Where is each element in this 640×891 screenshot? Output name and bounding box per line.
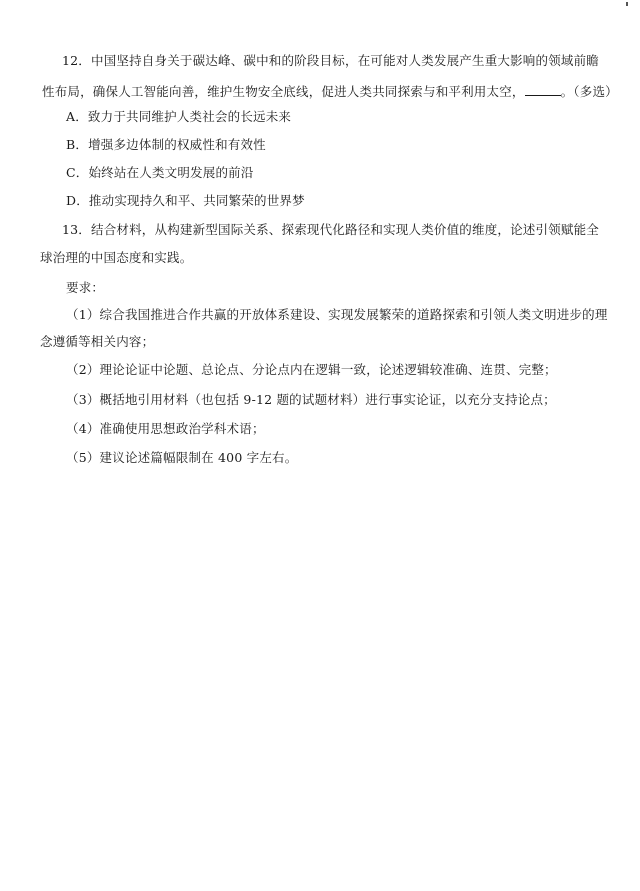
q13-requirement-1-line1: （1）综合我国推进合作共赢的开放体系建设、实现发展繁荣的道路探索和引领人类文明进步的理 bbox=[66, 307, 608, 322]
q12-option-a: A．致力于共同维护人类社会的长远未来 bbox=[66, 109, 292, 124]
q13-requirement-5: （5）建议论述篇幅限制在 400 字左右。 bbox=[66, 450, 298, 465]
q13-requirement-2: （2）理论论证中论题、总论点、分论点内在逻辑一致，论述逻辑较准确、连贯、完整； bbox=[66, 362, 557, 377]
q12-multi-select-note: 。（多选） bbox=[560, 84, 618, 99]
q13-stem-line1: 13．结合材料，从构建新型国际关系、探索现代化路径和实现人类价值的维度，论述引领赋能全 bbox=[62, 222, 600, 237]
q13-requirements-title: 要求： bbox=[66, 280, 105, 295]
q12-stem-line1: 12．中国坚持自身关于碳达峰、碳中和的阶段目标，在可能对人类发展产生重大影响的领域前瞻 bbox=[62, 53, 600, 68]
q13-stem-line2: 球治理的中国态度和实践。 bbox=[40, 250, 193, 265]
q12-option-d: D．推动实现持久和平、共同繁荣的世界梦 bbox=[66, 193, 305, 208]
q12-stem-line2-text: 性布局，确保人工智能向善，维护生物安全底线，促进人类共同探索与和平利用太空， bbox=[42, 84, 525, 99]
q12-stem-line2 bbox=[42, 83, 618, 100]
q12-option-c: C．始终站在人类文明发展的前沿 bbox=[66, 165, 254, 180]
q12-option-b: B．增强多边体制的权威性和有效性 bbox=[66, 137, 266, 152]
answer-blank bbox=[525, 83, 561, 96]
scan-mark bbox=[626, 2, 628, 6]
q13-requirement-1-line2: 念遵循等相关内容； bbox=[40, 334, 155, 349]
q13-requirement-3: （3）概括地引用材料（也包括 9-12 题的试题材料）进行事实论证，以充分支持论点； bbox=[66, 392, 556, 407]
q13-requirement-4: （4）准确使用思想政治学科术语； bbox=[66, 421, 265, 436]
